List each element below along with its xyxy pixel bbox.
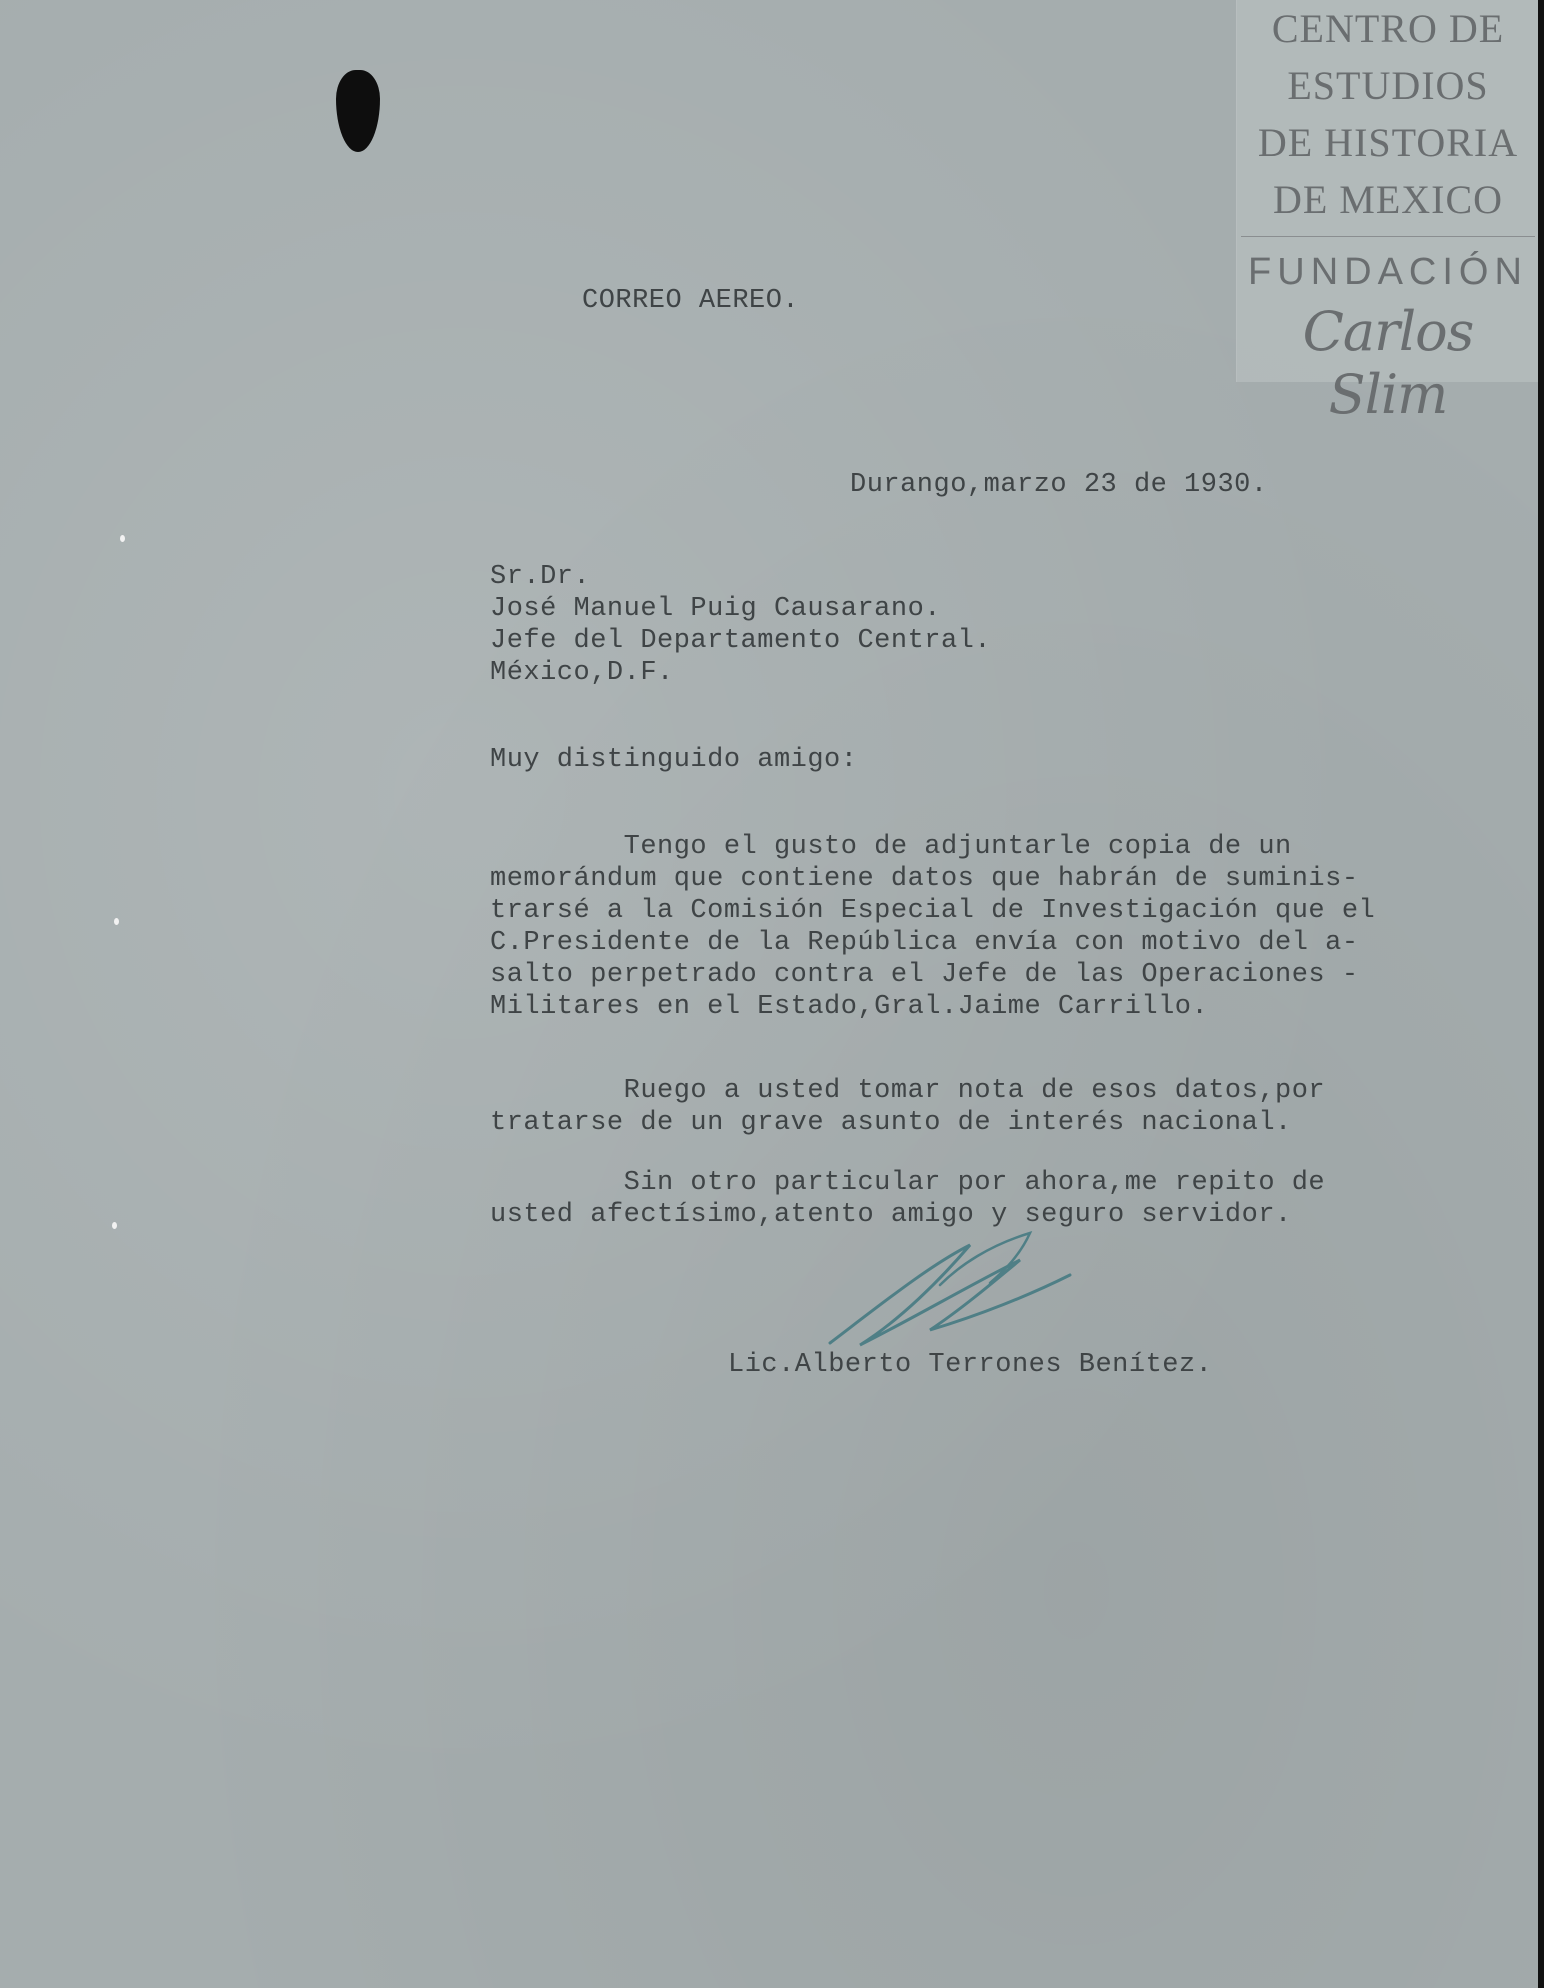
stamp-line: ESTUDIOS xyxy=(1287,63,1489,108)
paragraph-line: tratarse de un grave asunto de interés nacional. xyxy=(490,1108,1292,1138)
archive-stamp xyxy=(1236,0,1538,426)
paper-speck xyxy=(114,918,119,925)
paragraph-line: Militares en el Estado,Gral.Jaime Carrillo. xyxy=(490,992,1209,1022)
recipient-line: Jefe del Departamento Central. xyxy=(490,626,992,656)
paragraph-line: C.Presidente de la República envía con motivo del a- xyxy=(490,928,1359,958)
salutation: Muy distinguido amigo: xyxy=(490,745,858,775)
paragraph-line: trarsé a la Comisión Especial de Investigación que el xyxy=(490,896,1376,926)
punch-hole xyxy=(336,70,380,152)
paper-speck xyxy=(112,1222,117,1229)
recipient-line: José Manuel Puig Causarano. xyxy=(490,594,941,624)
stamp-foundation: FUNDACIÓN xyxy=(1248,251,1528,293)
paragraph-line: Tengo el gusto de adjuntarle copia de un xyxy=(490,832,1292,862)
stamp-divider xyxy=(1241,236,1535,237)
scan-edge xyxy=(1538,0,1544,1988)
paragraph-line: Sin otro particular por ahora,me repito de xyxy=(490,1168,1326,1198)
paragraph-line: salto perpetrado contra el Jefe de las Operaciones - xyxy=(490,960,1359,990)
letter-header: CORREO AEREO. xyxy=(582,286,800,316)
stamp-line: CENTRO DE xyxy=(1271,6,1505,51)
stamp-signature: Carlos Slim xyxy=(1302,300,1474,426)
paragraph-line: usted afectísimo,atento amigo y seguro servidor. xyxy=(490,1200,1292,1230)
stamp-line: DE HISTORIA xyxy=(1257,120,1519,165)
paragraph-line: memorándum que contiene datos que habrán de suminis- xyxy=(490,864,1359,894)
stamp-line: DE MEXICO xyxy=(1272,177,1504,222)
recipient-line: México,D.F. xyxy=(490,658,674,688)
paper-speck xyxy=(120,535,125,542)
date-line: Durango,marzo 23 de 1930. xyxy=(850,470,1268,500)
paragraph-line: Ruego a usted tomar nota de esos datos,por xyxy=(490,1076,1326,1106)
handwritten-signature xyxy=(820,1225,1080,1355)
recipient-line: Sr.Dr. xyxy=(490,562,591,592)
signatory-name: Lic.Alberto Terrones Benítez. xyxy=(728,1350,1213,1380)
